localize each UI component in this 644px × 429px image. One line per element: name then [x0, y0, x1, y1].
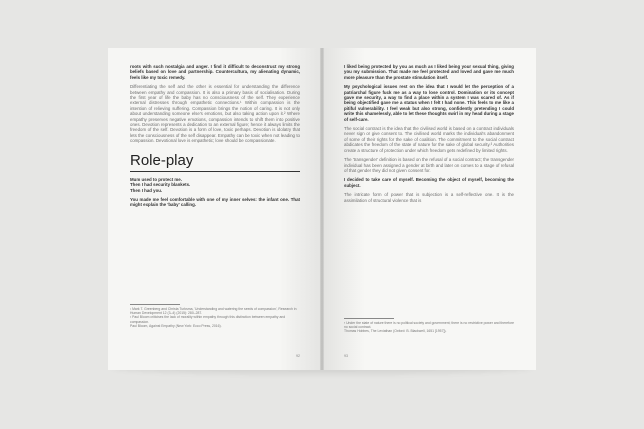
left-paragraph-empathy: Differentiating the self and the other is essential for understanding the difference between empathy and compassion. It is also a primary basis of socialisation. During the first year of life the baby has no consciousness of the self. They experience external distresses through empathetic connections.¹ Within compassion is the intention of relieving suffering. Compassion brings the notion of caring. It is not only about understanding someone else's emotions, but also taking action upon it.² Where empathy preserves negative emotions, compassion intends to shift them into positive ones. Devotion represents a dedication to an external figure; hence it always limits the freedom of the self. Devotion is a form of love, toxic perhaps. Devotion is idolatry that lets the consciousness of the self disappear. Empathy can be toxic when not leading to compassion. Devotional love is empathetic; love should be compassionate. [130, 84, 300, 144]
left-paragraph-comfort: You made me feel comfortable with one of my inner selves: the infant one. That might explain the 'baby' calling. [130, 196, 300, 208]
left-footnotes [130, 304, 300, 328]
footnote-3: Paul Bloom, Against Empathy (New York: Ecco Press, 2016). [130, 323, 222, 328]
left-intro-paragraph: roots with such nostalgia and anger. I find it difficult to deconstruct my strong beliefs based on love and partnership. Countercultura, my alienating dynamic, feels like my toxic remedy. [130, 64, 300, 80]
footnote-2: Thomas Hobbes, The Leviathan (Oxford: B. Blackwell, 1651 [1957]). [344, 329, 447, 334]
poem-line-2: Then I had security blankets. [130, 182, 191, 188]
right-page-number: 93 [344, 354, 348, 358]
right-paragraph-self-care: I decided to take care of myself. Becoming the object of myself, becoming the subject. [344, 177, 514, 188]
footnote-1: ¹ Mark T. Greenberg and Christa Turksma, 'Understanding and watering the seeds of compassion', Research in Human Development 12 (3–4) (2015): 280–287. [130, 307, 297, 316]
poem-line-3: Then I had you. [130, 187, 163, 193]
poem-line-1: Mum used to protect me. [130, 176, 182, 182]
right-paragraph-psychology: My psychological issues rest on the idea that I would let the perception of a patriarchal figure fuck me as a way to lose control. Domination or its concept gave me security, a way to find a place within a system I was scared of. As if being objectified gave me a status when I felt I had none. This feels to me like a pitiful vulnerability. I feel weak but also strong, confidently pretending I could write this shamelessly, able to let these thoughts swirl in my head during a stage of self-care. [344, 84, 514, 122]
footnote-rule [130, 304, 180, 305]
section-heading: Role-play [130, 151, 194, 169]
footnote-2: ² Paul Bloom criticises the lack of morality within empathy through this distinction between empathy and compassion. [130, 315, 286, 324]
book-gutter [320, 48, 324, 370]
right-page [322, 48, 536, 370]
right-paragraph-social-contract: The social contract is the idea that the civilised world is based on a contract individuals never sign or give consent to. The civilised world marks the individual's abandonment of some of their rights for the sake of coalition. The commitment to the social contract abdicates the freedom of the state of nature for the sake of global security.³ Authorities create a structure of protection under which freedom gets redefined by limited rights. [344, 126, 514, 153]
right-paragraph-protected: I liked being protected by you as much as I liked being your sexual thing, giving you my submission. That made me feel protected and loved and gave me much more pleasure than the prostate stimulation itself. [344, 64, 514, 80]
left-page-number: 92 [296, 354, 300, 358]
right-paragraph-transgender: The 'transgender' definition is based on the refusal of a social contract; the transgender individual has been assigned a gender at birth and later on comes to a stage of refusal of that gender they did not given consent for. [344, 157, 514, 173]
right-footnotes [344, 318, 514, 334]
heading-rule [130, 171, 300, 172]
footnote-rule [344, 318, 394, 319]
open-booklet [108, 48, 536, 370]
left-page-body [130, 64, 300, 212]
left-page [108, 48, 322, 370]
right-page-body [344, 64, 514, 207]
footnote-1: ³ Under the state of nature there is no political society and government; there is no restrictive power and therefore no social contract. [344, 321, 514, 330]
right-paragraph-subjection: The intricate form of power that is subjection is a self-reflective one. It is the assimilation of structural violence that is [344, 192, 514, 203]
